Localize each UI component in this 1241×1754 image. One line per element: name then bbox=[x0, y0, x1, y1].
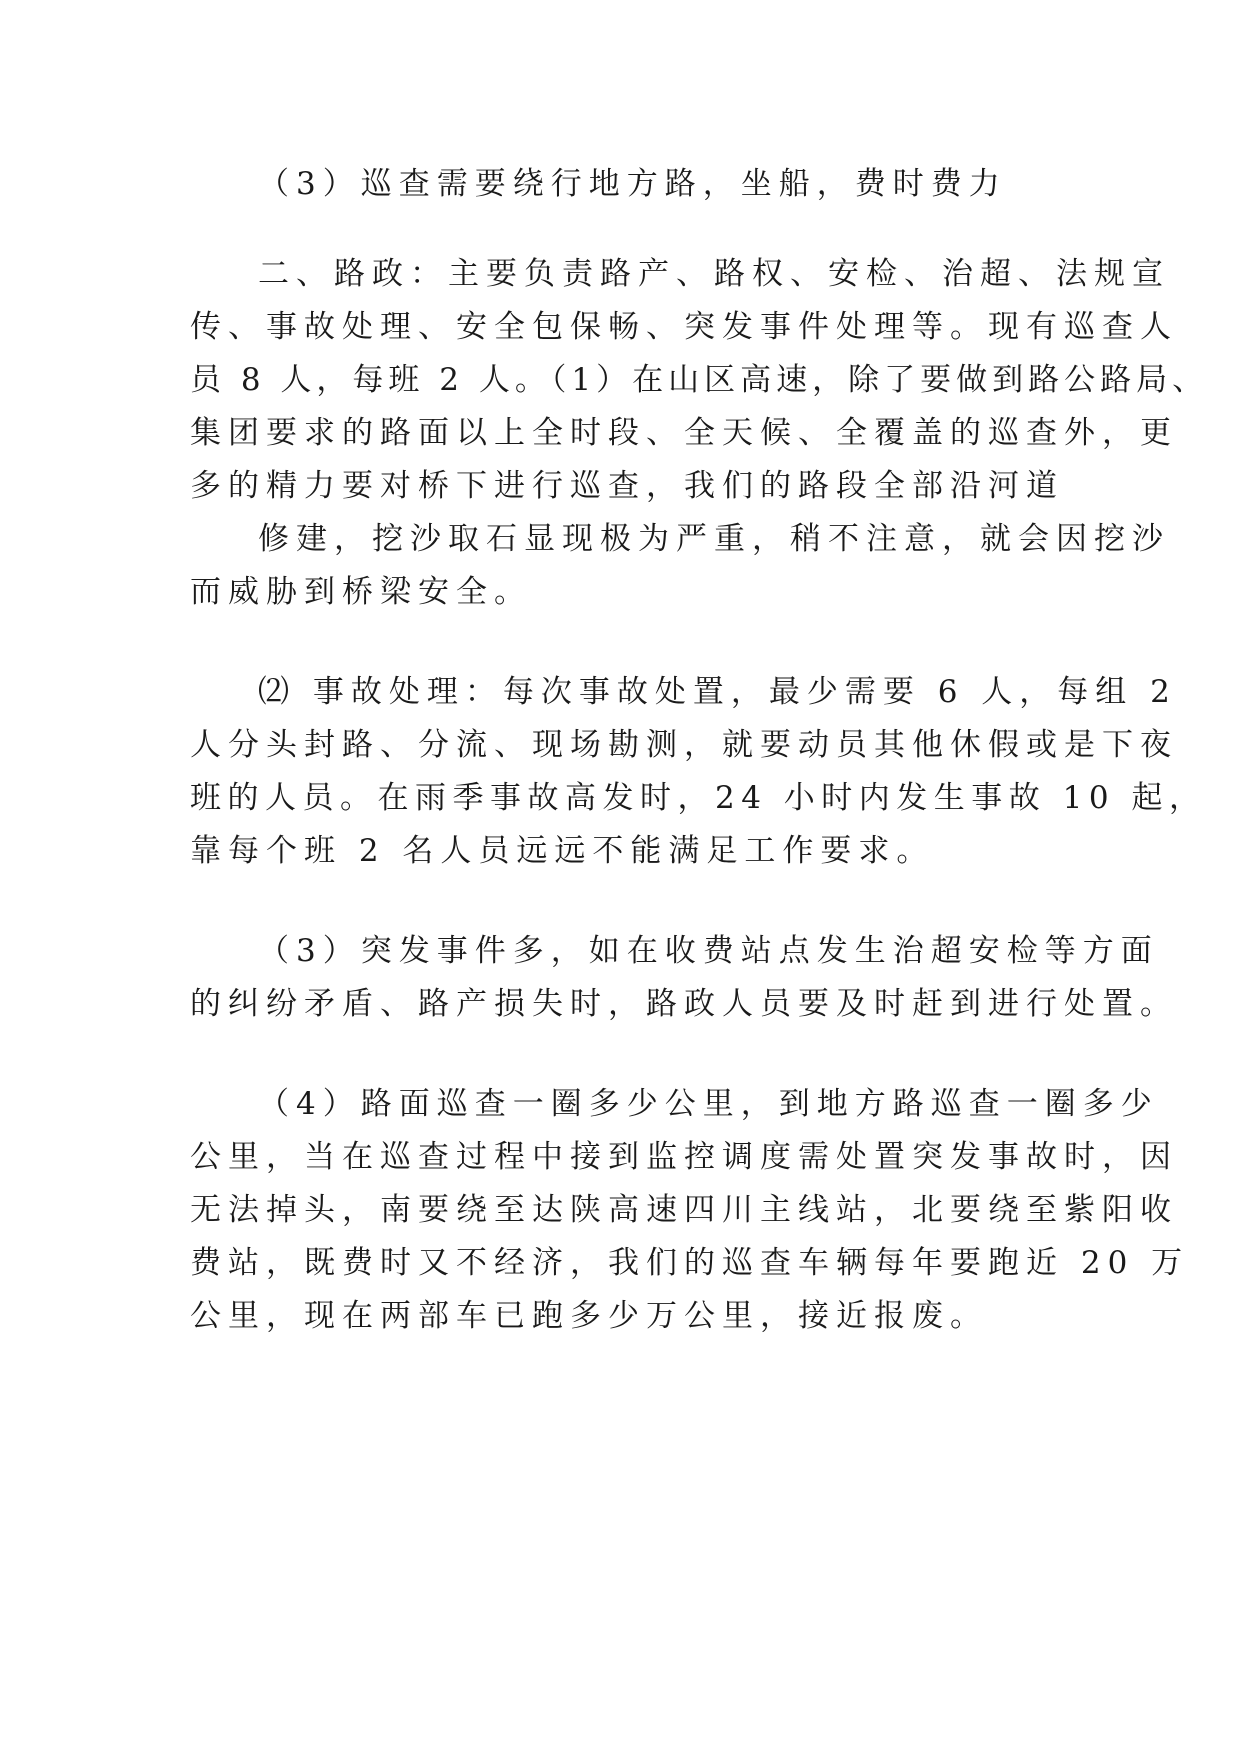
paragraph-road-admin-line-4: 集团要求的路面以上全时段、全天候、全覆盖的巡查外，更 bbox=[190, 415, 1178, 451]
paragraph-patrol-detour-line-1: （3）巡查需要绕行地方路，坐船，费时费力 bbox=[258, 166, 1007, 202]
paragraph-accident-line-1: ⑵ 事故处理：每次事故处置，最少需要 6 人，每组 2 bbox=[258, 674, 1177, 710]
paragraph-road-admin-line-1: 二、路政：主要负责路产、路权、安检、治超、法规宣 bbox=[258, 256, 1170, 292]
paragraph-patrol-mileage-line-1: （4）路面巡查一圈多少公里，到地方路巡查一圈多少 bbox=[258, 1086, 1159, 1122]
paragraph-accident-line-3: 班的人员。在雨季事故高发时，24 小时内发生事故 10 起， bbox=[190, 780, 1207, 816]
paragraph-patrol-mileage-line-2: 公里，当在巡查过程中接到监控调度需处置突发事故时，因 bbox=[190, 1139, 1178, 1175]
paragraph-road-admin-line-2: 传、事故处理、安全包保畅、突发事件处理等。现有巡查人 bbox=[190, 309, 1178, 345]
paragraph-sand-mining-line-1: 修建，挖沙取石显现极为严重，稍不注意，就会因挖沙 bbox=[258, 521, 1170, 557]
paragraph-road-admin-line-3: 员 8 人，每班 2 人。（1）在山区高速，除了要做到路公路局、 bbox=[190, 362, 1209, 398]
paragraph-emergency-line-2: 的纠纷矛盾、路产损失时，路政人员要及时赶到进行处置。 bbox=[190, 986, 1178, 1022]
paragraph-patrol-mileage-line-4: 费站，既费时又不经济，我们的巡查车辆每年要跑近 20 万 bbox=[190, 1245, 1190, 1281]
paragraph-sand-mining-line-2: 而威胁到桥梁安全。 bbox=[190, 574, 532, 610]
paragraph-road-admin-line-5: 多的精力要对桥下进行巡查，我们的路段全部沿河道 bbox=[190, 468, 1064, 504]
paragraph-patrol-mileage-line-5: 公里，现在两部车已跑多少万公里，接近报废。 bbox=[190, 1298, 988, 1334]
paragraph-patrol-mileage-line-3: 无法掉头，南要绕至达陕高速四川主线站，北要绕至紫阳收 bbox=[190, 1192, 1178, 1228]
paragraph-accident-line-2: 人分头封路、分流、现场勘测，就要动员其他休假或是下夜 bbox=[190, 727, 1178, 763]
paragraph-emergency-line-1: （3）突发事件多，如在收费站点发生治超安检等方面 bbox=[258, 933, 1159, 969]
paragraph-accident-line-4: 靠每个班 2 名人员远远不能满足工作要求。 bbox=[190, 833, 935, 869]
